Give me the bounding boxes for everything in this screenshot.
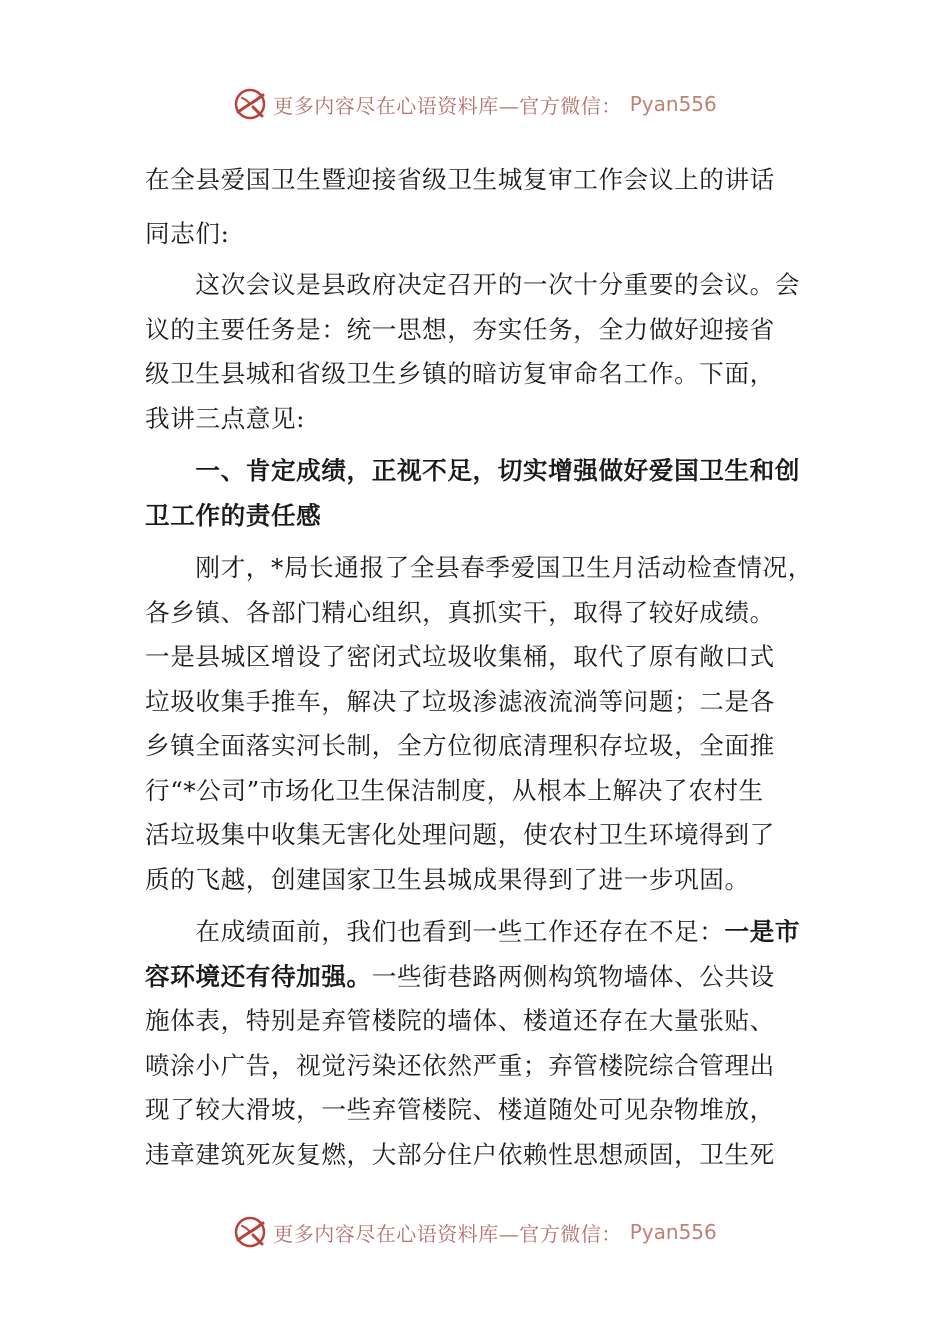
- paragraph-achievements: [145, 546, 813, 902]
- paragraph-line: 垃圾收集手推车，解决了垃圾渗滤液流淌等问题；二是各: [145, 686, 775, 716]
- paragraph-line: 这次会议是县政府决定召开的一次十分重要的会议。会: [145, 270, 801, 299]
- watermark-text: 更多内容尽在心语资料库—官方微信：: [273, 1221, 622, 1246]
- heading-line: 卫工作的责任感: [145, 500, 322, 530]
- paragraph-line: [145, 955, 805, 1000]
- paragraph-line: [145, 910, 805, 955]
- bold-text: 容环境还有待加强。: [145, 961, 372, 991]
- paragraph-line: 质的飞越，创建国家卫生县城成果得到了进一步巩固。: [145, 864, 750, 894]
- paragraph-intro: [145, 263, 805, 441]
- paragraph-line: 活垃圾集中收集无害化处理问题，使农村卫生环境得到了: [145, 820, 775, 849]
- watermark-wechat-id: Pyan556: [629, 1220, 717, 1244]
- watermark-wechat-id: Pyan556: [629, 92, 717, 116]
- paragraph-shortcomings: [145, 910, 805, 1177]
- paragraph-line: 施体表，特别是弃管楼院的墙体、楼道还存在大量张贴、: [145, 1006, 775, 1035]
- paragraph-line: 喷涂小广告，视觉污染还依然严重；弃管楼院综合管理出: [145, 1050, 775, 1080]
- paragraph-line: 级卫生县城和省级卫生乡镇的暗访复审命名工作。下面，: [145, 359, 775, 388]
- greeting: 同志们:: [145, 218, 230, 248]
- document-title: 在全县爱国卫生暨迎接省级卫生城复审工作会议上的讲话: [145, 165, 775, 194]
- footer-watermark: [0, 1212, 950, 1252]
- paragraph-line: 现了较大滑坡，一些弃管楼院、楼道随处可见杂物堆放，: [145, 1095, 775, 1124]
- paragraph-line: 议的主要任务是：统一思想，夯实任务，全力做好迎接省: [145, 314, 775, 344]
- paragraph-line: 刚才，*局长通报了全县春季爱国卫生月活动检查情况，: [145, 553, 813, 582]
- pen-logo-icon: [233, 87, 267, 121]
- pen-logo-icon: [233, 1215, 267, 1249]
- section-heading-1: [145, 449, 805, 538]
- heading-line: 一、肯定成绩，正视不足，切实增强做好爱国卫生和创: [145, 456, 801, 485]
- normal-text: 一些街巷路两侧构筑物墙体、公共设: [371, 961, 775, 991]
- header-watermark: [0, 84, 950, 124]
- paragraph-line: 一是县城区增设了密闭式垃圾收集桶，取代了原有敞口式: [145, 642, 775, 671]
- document-body: [145, 158, 813, 1177]
- watermark-text: 更多内容尽在心语资料库—官方微信：: [273, 93, 622, 118]
- paragraph-line: 各乡镇、各部门精心组织，真抓实干，取得了较好成绩。: [145, 597, 775, 627]
- paragraph-line: 乡镇全面落实河长制，全方位彻底清理积存垃圾，全面推: [145, 731, 775, 760]
- bold-text: 一是市: [724, 917, 801, 946]
- normal-text: 在成绩面前，我们也看到一些工作还存在不足：: [145, 917, 725, 946]
- paragraph-line: 违章建筑死灰复燃，大部分住户依赖性思想顽固，卫生死: [145, 1139, 775, 1169]
- paragraph-line: 行“*公司”市场化卫生保洁制度，从根本上解决了农村生: [145, 775, 764, 805]
- paragraph-line: 我讲三点意见:: [145, 403, 306, 433]
